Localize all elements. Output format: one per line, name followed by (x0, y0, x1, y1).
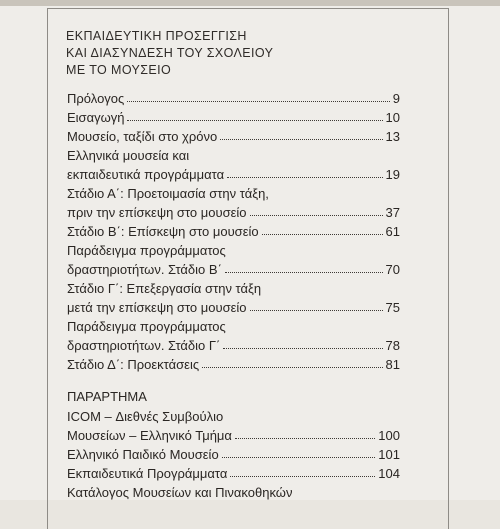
appendix-title: ΠΑΡΑΡΤΗΜΑ (67, 389, 147, 404)
heading-line: ΚΑΙ ΔΙΑΣΥΝΔΕΣΗ ΤΟΥ ΣΧΟΛΕΙΟΥ (66, 46, 274, 60)
toc-entry (67, 91, 400, 109)
toc-entry-title: πριν την επίσκεψη στο μουσείο (67, 205, 247, 220)
toc-entry (67, 300, 400, 318)
toc-entry-title: δραστηριοτήτων. Στάδιο Γ΄ (67, 338, 221, 353)
toc-entry-page: 78 (385, 338, 400, 353)
toc-entry (67, 409, 400, 427)
dot-leader (262, 224, 383, 235)
top-edge (0, 0, 500, 6)
toc-entry (67, 205, 400, 223)
toc-entry-title: εκπαιδευτικά προγράμματα (67, 167, 225, 182)
toc-entry-page: 70 (385, 262, 400, 277)
toc-entry-page: 13 (385, 129, 400, 144)
toc-entry (67, 186, 400, 204)
toc-entry-title: Εκπαιδευτικά Προγράμματα (67, 466, 228, 481)
toc-entry (67, 338, 400, 356)
toc-entry-title: Παράδειγμα προγράμματος (67, 319, 226, 334)
toc-entry (67, 357, 400, 375)
toc-entry-title: Πρόλογος (67, 91, 125, 106)
toc-entry (67, 485, 400, 503)
toc-entry (67, 243, 400, 261)
toc-entry-title: Στάδιο Β΄: Επίσκεψη στο μουσείο (67, 224, 259, 239)
toc-entry-page: 100 (378, 428, 400, 443)
toc-entry (67, 428, 400, 446)
toc-entry-title: Μουσείο, ταξίδι στο χρόνο (67, 129, 218, 144)
toc-entry-page: 81 (385, 357, 400, 372)
toc-entry-title: δραστηριοτήτων. Στάδιο Β΄ (67, 262, 222, 277)
toc-entry (67, 319, 400, 337)
dot-leader (250, 205, 383, 216)
toc-entry (67, 224, 400, 242)
toc-entry (67, 466, 400, 484)
toc-entry-page: 61 (385, 224, 400, 239)
heading-line: ΜΕ ΤΟ ΜΟΥΣΕΙΟ (66, 63, 172, 77)
toc-entry (67, 281, 400, 299)
toc-entry-page: 75 (385, 300, 400, 315)
toc-entry-title: ICOM – Διεθνές Συμβούλιο (67, 409, 224, 424)
heading-line: ΕΚΠΑΙΔΕΥΤΙΚΗ ΠΡΟΣΕΓΓΙΣΗ (66, 29, 247, 43)
toc-heading (66, 28, 396, 79)
toc-entry (67, 110, 400, 128)
dot-leader (235, 428, 375, 439)
dot-leader (223, 338, 382, 349)
toc-entry (67, 129, 400, 147)
toc-entry-page: 9 (392, 91, 400, 106)
dot-leader (220, 129, 382, 140)
toc-entry-title: Μουσείων – Ελληνικό Τμήμα (67, 428, 232, 443)
toc-entry-title: μετά την επίσκεψη στο μουσείο (67, 300, 247, 315)
toc-entry-title: Εισαγωγή (67, 110, 125, 125)
toc-entry (67, 167, 400, 185)
toc-entry-page: 104 (378, 466, 400, 481)
toc-entry-page: 10 (385, 110, 400, 125)
toc-entry (67, 148, 400, 166)
toc-entry-title: Στάδιο Γ΄: Επεξεργασία στην τάξη (67, 281, 262, 296)
dot-leader (230, 466, 375, 477)
dot-leader (250, 300, 383, 311)
dot-leader (202, 357, 382, 368)
dot-leader (225, 262, 383, 273)
toc-entry-page: 19 (385, 167, 400, 182)
dot-leader (127, 110, 382, 121)
toc-entry-title: Παράδειγμα προγράμματος (67, 243, 226, 258)
toc-entry (67, 262, 400, 280)
toc-entry-title: Στάδιο Δ΄: Προεκτάσεις (67, 357, 200, 372)
toc-entry-title: Ελληνικό Παιδικό Μουσείο (67, 447, 219, 462)
toc-entry-title: Στάδιο Α΄: Προετοιμασία στην τάξη, (67, 186, 269, 201)
dot-leader (222, 447, 376, 458)
toc-entry (67, 447, 400, 465)
toc-entry-title: Κατάλογος Μουσείων και Πινακοθηκών (67, 485, 293, 500)
dot-leader (127, 91, 389, 102)
toc-entry-page: 101 (378, 447, 400, 462)
toc-entry-title: Ελληνικά μουσεία και (67, 148, 190, 163)
toc-entry-page: 37 (385, 205, 400, 220)
dot-leader (227, 167, 382, 178)
